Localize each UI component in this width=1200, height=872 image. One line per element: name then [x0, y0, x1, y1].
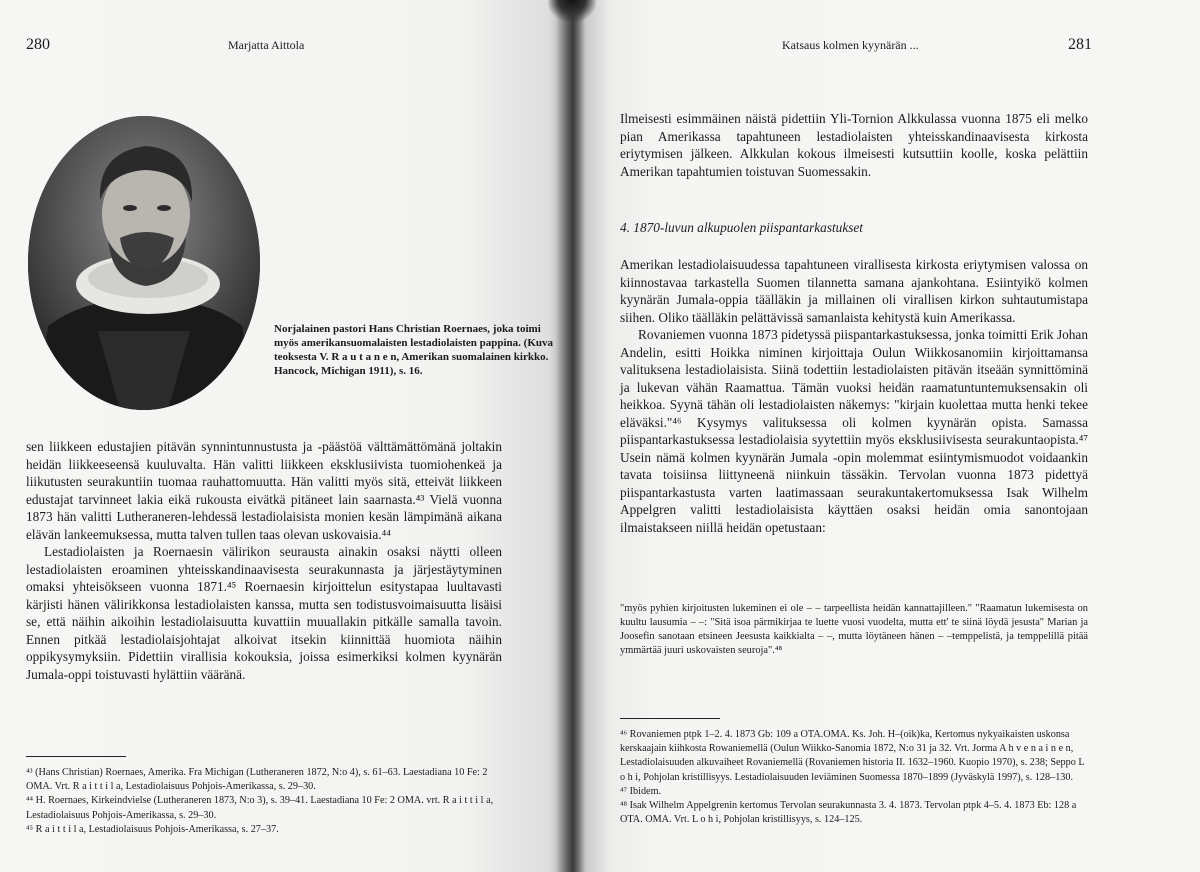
- right-body-text: [620, 256, 1088, 536]
- book-spine-shadow: [548, 0, 596, 22]
- left-paragraph-1: sen liikkeen edustajien pitävän synnintunnustusta ja -päästöä välttämättömänä joltakin heidän liikkeeseensä kuuluvalta. Hän valitti liikkeen eksklusiivista tuomiohenkeä ja liikutusten seurakuntiin tuomaa rauhattomuutta. Hän valitti myös sitä, etteivät liikkeen edustajat tarvinneet lakia eikä rukousta eivätkä pitäneet lain saarnasta.⁴³ Vielä vuonna 1873 hän valitti Lutheraneren-lehdessä lestadiolaisista monien kesän lämpimänä aikana elävän lankeemuksessa, mutta talven tullen taas olevan uskovaisia.⁴⁴: [26, 439, 502, 542]
- running-head-left: Marjatta Aittola: [228, 38, 305, 52]
- running-head-right: Katsaus kolmen kyynärän ...: [782, 38, 919, 52]
- left-footnotes: [26, 766, 504, 837]
- page-number-right: 281: [1068, 36, 1092, 53]
- right-paragraph-2: Rovaniemen vuonna 1873 pidetyssä piispantarkastuksessa, jonka toimitti Erik Johan Andelin, esitti Hoikka niminen kirjoittaja Oulun Wiikkosanomiin kirjoittamansa valituksena lestadiolaisista. Siinä todettiin lestadiolaisten pitävän itseään synnittöminä ja lukevan vähän Raamattua. Tämän vuoksi heidän raamatuntuntemuksensakin oli heikkoa. Syynä tähän oli lestadiolaisten näkemys: "kirjain kuolettaa mutta henki tekee eläväksi."⁴⁶ Kysymys valituksessa oli kolmen kyynärän opista. Samassa piispantarkastuksessa lestadiolaisia syytettiin myös eksklusiivisesta seurakuntaopista.⁴⁷ Usein nämä kolmen kyynärän Jumala -opin molemmat esiintymismuodot voidaankin tavata toisiinsa liittyneenä niinkuin tässäkin. Tervolan vuonna 1873 pidettyä piispantarkastusta varten laatimassaan seurakuntakertomuksessa Isak Wilhelm Appelgren valitti lestadiolaisista käyttäen osaksi heidän omia sanontojaan ilmaistakseen niillä heidän opetustaan:: [620, 327, 1088, 535]
- footnote-45: ⁴⁵ R a i t t i l a, Lestadiolaisuus Pohjois-Amerikassa, s. 27–37.: [26, 823, 279, 835]
- right-page: [572, 0, 1200, 872]
- photo-caption: Norjalainen pastori Hans Christian Roernaes, joka toimi myös amerikansuomalaisten lestadiolaisten pappina. (Kuva teoksesta V. R a u t a n e n, Amerikan suomalainen kirkko. Hancock, Michigan 1911), s. 16.: [274, 323, 554, 377]
- page-number-left: 280: [26, 36, 50, 53]
- book-gutter-shadow: [556, 0, 586, 872]
- left-body-text: [26, 438, 502, 683]
- footnote-rule-left: [26, 756, 126, 757]
- right-paragraph-1: Amerikan lestadiolaisuudessa tapahtuneen virallisesta kirkosta eriytymisen valossa on kiinnostavaa tarkastella Suomen tilannetta samana ajankohtana. Esiintyikö kolmen kyynärän Jumala-oppia täälläkin ja millainen oli virallisen kirkon suhtautumistapa siihen. Oliko täälläkin pelättävissä samanlaista kehitystä kuin Amerikassa.: [620, 257, 1088, 325]
- footnote-47: ⁴⁷ Ibidem.: [620, 785, 662, 797]
- left-page: [0, 0, 572, 872]
- section-heading: 4. 1870-luvun alkupuolen piispantarkastukset: [620, 220, 864, 235]
- left-paragraph-2: Lestadiolaisten ja Roernaesin välirikon seurausta ainakin osaksi näytti olleen lestadiolaisten eroaminen yhteisskandinaavisesta seurakunnasta ja järjestäytyminen omaksi yhteisökseen vuonna 1871.⁴⁵ Roernaesin kirjoittelun esitystapaa luultavasti kärjisti hänen välirikkonsa lestadiolaisten kanssa, mutta sen todistusvoimaisuutta lisäisi se, että näihin aikoihin lestadiolaisuutta kuvattiin muuallakin pitkälle samalla tavoin. Ennen pitkää lestadiolaisjohtajat alkoivat itsekin kiinnittää huomiota näihin oppikysymyksiin. Pidettiin virallisia kokouksia, joissa esimerkiksi kolmen kyynärän Jumala-oppi toistuvasti hylättiin vääränä.: [26, 544, 502, 682]
- footnote-46: ⁴⁶ Rovaniemen ptpk 1–2. 4. 1873 Gb: 109 a OTA.OMA. Ks. Joh. H–(oik)ka, Kertomus nykyaikaisten uskonsa kerskaajain kiihkosta Rowaniemellä (Oulun Wiikko-Sanomia 1872, N:o 31 ja 32. Vrt. Jorma A h v e n a i n e n, Lestadiolaisuuden alkuvaiheet Rovaniemellä (Rovaniemen historia II. 1632–1960. Kuopio 1970), s. 238; Seppo L o h i, Pohjolan kristillisyys. Lestadiolaisuuden leviäminen Suomessa 1870–1899 (Jyväskylä 1997), s. 128–130.: [620, 729, 1085, 783]
- right-intro-paragraph: Ilmeisesti esimmäinen näistä pidettiin Yli-Tornion Alkkulassa vuonna 1875 eli melko pian Amerikassa tapahtuneen lestadiolaisten yhteisskandinaavisesta kirkosta eriytymisen jälkeen. Alkkulan kokous ilmeisesti kutsuttiin koolle, koska pelättiin Amerikan tapahtumien toistuvan Suomessakin.: [620, 111, 1088, 179]
- footnote-48: ⁴⁸ Isak Wilhelm Appelgrenin kertomus Tervolan seurakunnasta 3. 4. 1873. Tervolan ptpk 4–5. 4. 1873 Eb: 128 a OTA. OMA. Vrt. L o h i, Pohjolan kristillisyys, s. 124–125.: [620, 800, 1077, 826]
- right-intro-text: [620, 110, 1088, 180]
- right-footnotes: [620, 728, 1090, 827]
- block-quote: "myös pyhien kirjoitusten lukeminen ei ole – – tarpeellista heidän kannattajilleen." "Raamatun lukemisesta on kuultu lausumia – –: "Sitä isoa pärmikirjaa te luette vuosi vuodelta, mutta ett' te siinä löydä jesusta" Marian ja Joosefin sanotaan etsineen Jeesusta kaikkialta – –, mutta löytäneen hänen – –temppelistä, ja temppelillä pitää ymmärtää juuri uskovaisten seuroja".⁴⁸: [620, 603, 1088, 656]
- footnote-44: ⁴⁴ H. Roernaes, Kirkeindvielse (Lutheraneren 1873, N:o 3), s. 39–41. Laestadiana 10 Fe: 2 OMA. vrt. R a i t t i l a, Lestadiolaisuus Pohjois-Amerikassa, s. 29–30.: [26, 795, 494, 821]
- footnote-43: ⁴³ (Hans Christian) Roernaes, Amerika. Fra Michigan (Lutheraneren 1872, N:o 4), s. 61–63. Laestadiana 10 Fe: 2 OMA. Vrt. R a i t t i l a, Lestadiolaisuus Pohjois-Amerikassa, s. 29–30.: [26, 767, 488, 793]
- footnote-rule-right: [620, 718, 720, 719]
- portrait-photo: [28, 116, 260, 410]
